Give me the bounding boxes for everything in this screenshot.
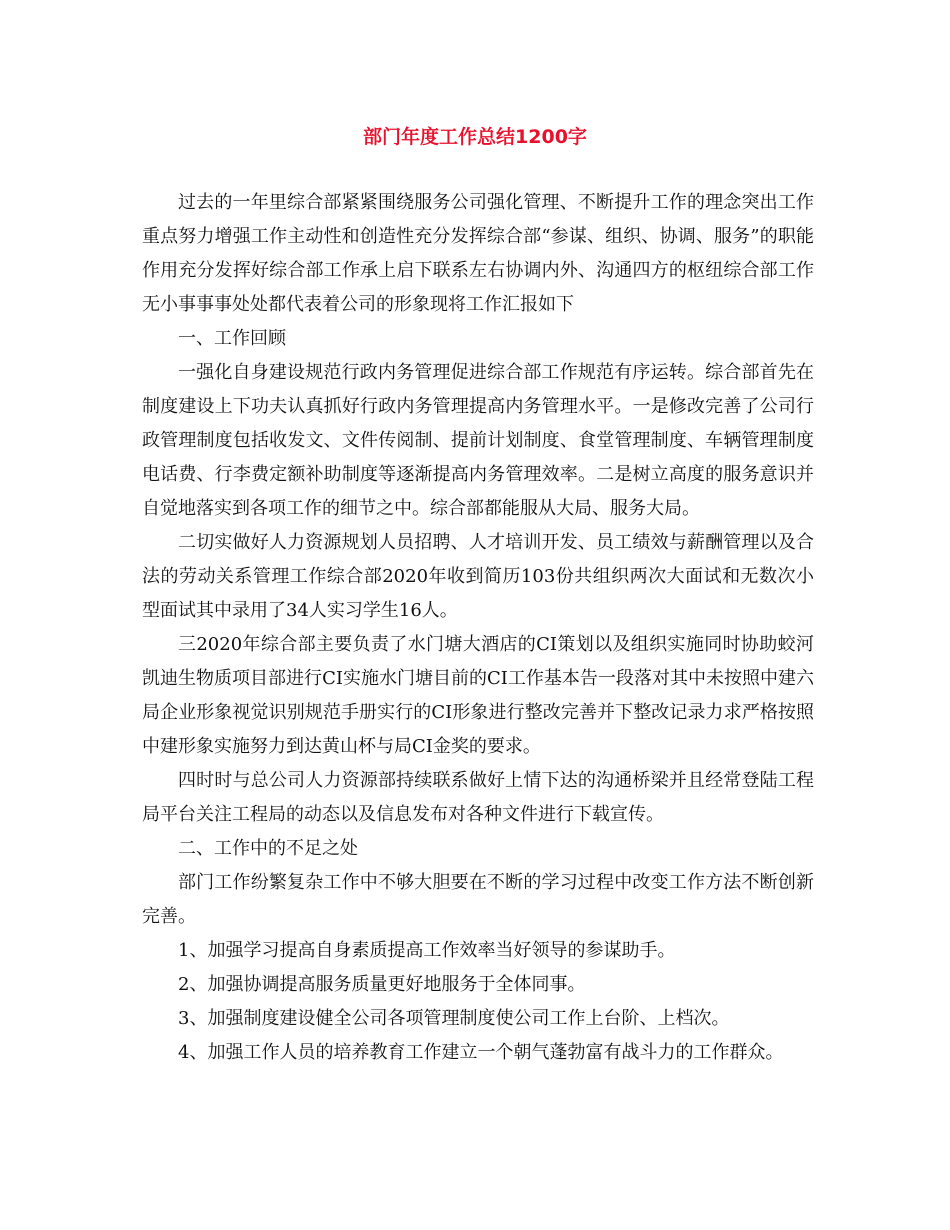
improvement-item-2: 2、加强协调提高服务质量更好地服务于全体同事。 [178,974,586,995]
document-title: 部门年度工作总结1200字 [363,126,587,148]
review-item-2: 二切实做好人力资源规划人员招聘、人才培训开发、员工绩效与薪酬管理以及合法的劳动关系管理工作综合部2020年收到简历103份共组织两次大面试和无数次小型面试其中录用了34人实习学生16人。 [142,532,814,621]
review-item-1: 一强化自身建设规范行政内务管理促进综合部工作规范有序运转。综合部首先在制度建设上下功夫认真抓好行政内务管理提高内务管理水平。一是修改完善了公司行政管理制度包括收发文、文件传阅制、提前计划制度、食堂管理制度、车辆管理制度电话费、行李费定额补助制度等逐渐提高内务管理效率。二是树立高度的服务意识并自觉地落实到各项工作的细节之中。综合部都能服从大局、服务大局。 [142,362,814,519]
intro-paragraph: 过去的一年里综合部紧紧围绕服务公司强化管理、不断提升工作的理念突出工作重点努力增强工作主动性和创造性充分发挥综合部“参谋、组织、协调、服务”的职能作用充分发挥好综合部工作承上启下联系左右协调内外、沟通四方的枢纽综合部工作无小事事事处处都代表着公司的形象现将工作汇报如下 [142,192,814,315]
improvement-item-3: 3、加强制度建设健全公司各项管理制度使公司工作上台阶、上档次。 [178,1008,730,1029]
document-body [142,186,814,1070]
shortcomings-paragraph: 部门工作纷繁复杂工作中不够大胆要在不断的学习过程中改变工作方法不断创新完善。 [142,872,814,927]
section-heading-shortcomings: 二、工作中的不足之处 [178,838,358,859]
review-item-3: 三2020年综合部主要负责了水门塘大酒店的CI策划以及组织实施同时协助蛟河凯迪生物质项目部进行CI实施水门塘目前的CI工作基本告一段落对其中未按照中建六局企业形象视觉识别规范手册实行的CI形象进行整改完善并下整改记录力求严格按照中建形象实施努力到达黄山杯与局CI金奖的要求。 [142,634,814,757]
section-heading-review: 一、工作回顾 [178,328,286,349]
improvement-item-4: 4、加强工作人员的培养教育工作建立一个朝气蓬勃富有战斗力的工作群众。 [178,1042,784,1063]
review-item-4: 四时时与总公司人力资源部持续联系做好上情下达的沟通桥梁并且经常登陆工程局平台关注工程局的动态以及信息发布对各种文件进行下载宣传。 [142,770,814,825]
improvement-item-1: 1、加强学习提高自身素质提高工作效率当好领导的参谋助手。 [178,940,676,961]
